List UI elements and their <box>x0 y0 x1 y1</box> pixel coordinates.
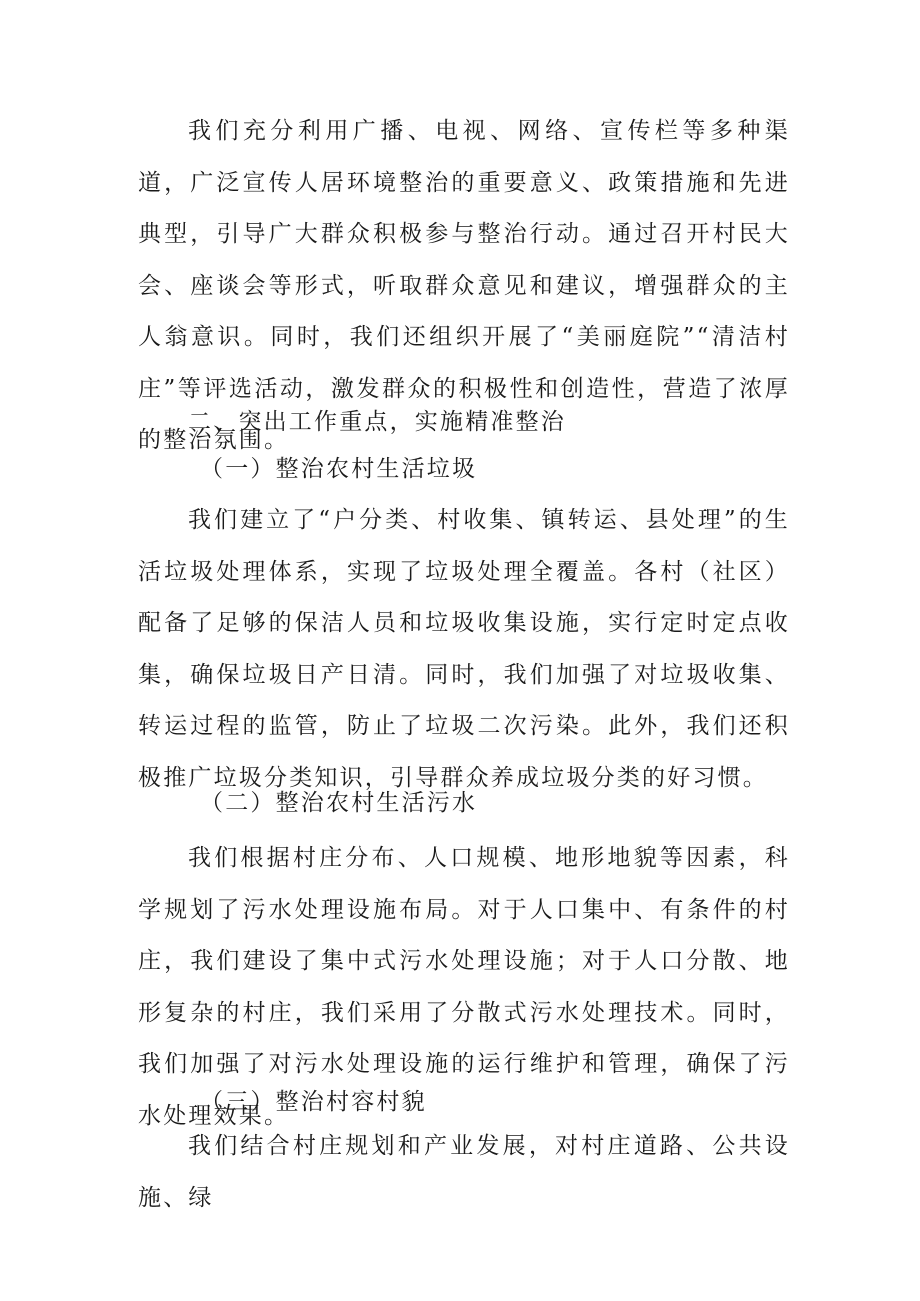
subsection-heading-garbage: （一）整治农村生活垃圾 <box>200 456 478 482</box>
subsection-heading-village-appearance: （三）整治村容村貌 <box>200 1089 427 1115</box>
body-paragraph-publicity: 我们充分利用广播、电视、网络、宣传栏等多种渠道，广泛宣传人居环境整治的重要意义、政策措施和先进典型，引导广大群众积极参与整治行动。通过召开村民大会、座谈会等形式，听取群众意见和建议，增强群众的主人翁意识。同时，我们还组织开展了“美丽庭院”“清洁村庄”等评选活动，激发群众的积极性和创造性，营造了浓厚的整治氛围。 <box>138 118 790 453</box>
body-paragraph-sewage: 我们根据村庄分布、人口规模、地形地貌等因素，科学规划了污水处理设施布局。对于人口集中、有条件的村庄，我们建设了集中式污水处理设施；对于人口分散、地形复杂的村庄，我们采用了分散式污水处理技术。同时，我们加强了对污水处理设施的运行维护和管理，确保了污水处理效果。 <box>138 845 790 1129</box>
body-paragraph-garbage: 我们建立了“户分类、村收集、镇转运、县处理”的生活垃圾处理体系，实现了垃圾处理全覆盖。各村（社区）配备了足够的保洁人员和垃圾收集设施，实行定时定点收集，确保垃圾日产日清。同时，我们加强了对垃圾收集、转运过程的监管，防止了垃圾二次污染。此外，我们还积极推广垃圾分类知识，引导群众养成垃圾分类的好习惯。 <box>138 507 790 791</box>
body-paragraph-village-appearance: 我们结合村庄规划和产业发展，对村庄道路、公共设施、绿 <box>138 1133 790 1211</box>
section-heading-2: 二、突出工作重点，实施精准整治 <box>188 409 566 435</box>
subsection-heading-sewage: （二）整治农村生活污水 <box>200 790 478 816</box>
